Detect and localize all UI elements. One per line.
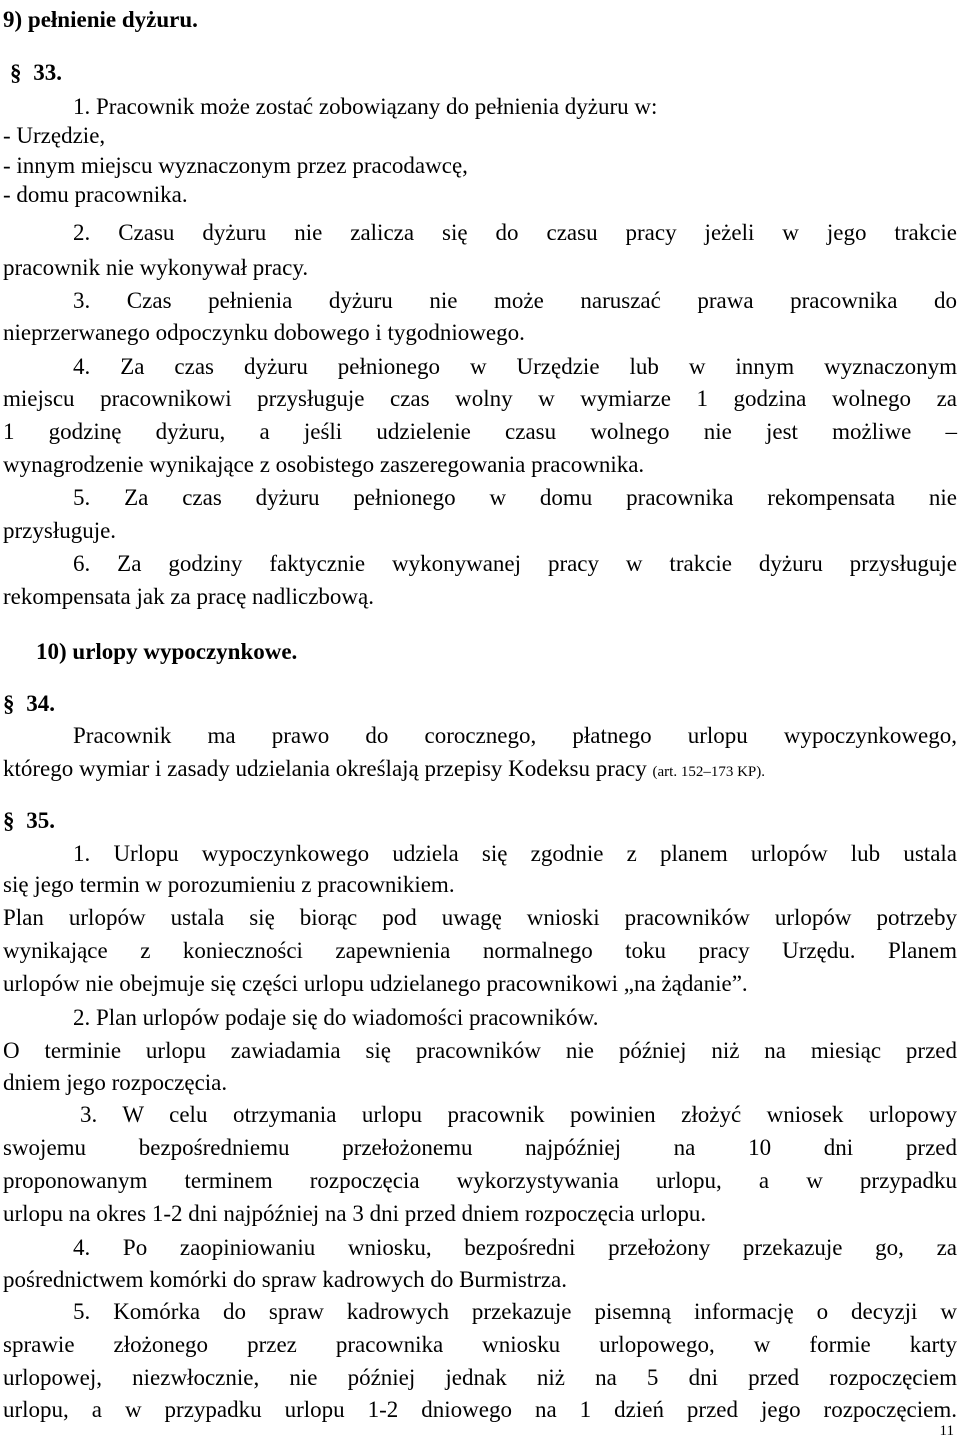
p33-point-5-line: 5. Za czas dyżuru pełnionego w domu pracownika rekompensata nie (73, 485, 957, 510)
section-9-heading: 9) pełnienie dyżuru. (3, 7, 198, 32)
p35-point-3-line: swojemu bezpośredniemu przełożonemu najpóźniej na 10 dni przed (3, 1135, 957, 1160)
p33-point-1: 1. Pracownik może zostać zobowiązany do pełnienia dyżuru w: (73, 94, 658, 119)
p33-point-2-line: pracownik nie wykonywał pracy. (3, 255, 309, 280)
p33-point-5-line: przysługuje. (3, 518, 117, 543)
p35-point-4-line: pośrednictwem komórki do spraw kadrowych do Burmistrza. (3, 1267, 568, 1292)
section-sign: § (3, 808, 15, 833)
paragraph-34-header (3, 688, 957, 720)
p35-point-5-line: urlopowej, niezwłocznie, nie później jednak niż na 5 dni przed rozpoczęciem (3, 1365, 957, 1390)
p33-point-6-line: rekompensata jak za pracę nadliczbową. (3, 584, 374, 609)
p35-point-5-line: 5. Komórka do spraw kadrowych przekazuje pisemną informację o decyzji w (73, 1299, 957, 1324)
paragraph-number: 35. (26, 808, 55, 833)
p33-point-4-line: miejscu pracownikowi przysługuje czas wolny w wymiarze 1 godzina wolnego za (3, 386, 957, 411)
p33-list-item: - innym miejscu wyznaczonym przez pracodawcę, (3, 153, 468, 178)
paragraph-number: 33. (33, 60, 62, 85)
p35-plan-line: Plan urlopów ustala się biorąc pod uwagę wnioski pracowników urlopów potrzeby (3, 905, 957, 930)
section-10-heading: 10) urlopy wypoczynkowe. (36, 639, 298, 664)
p35-term-line: dniem jego rozpoczęcia. (3, 1070, 228, 1095)
p33-point-3-line: nieprzerwanego odpoczynku dobowego i tygodniowego. (3, 320, 525, 345)
p33-list-item: - domu pracownika. (3, 182, 188, 207)
p34-line: Pracownik ma prawo do corocznego, płatnego urlopu wypoczynkowego, (73, 723, 957, 748)
p35-plan-line: wynikające z konieczności zapewnienia normalnego toku pracy Urzędu. Planem (3, 938, 957, 963)
p34-text: którego wymiar i zasady udzielania określają przepisy Kodeksu pracy (3, 756, 647, 781)
p35-point-3-line: proponowanym terminem rozpoczęcia wykorzystywania urlopu, a w przypadku (3, 1168, 957, 1193)
p33-point-4-line: 4. Za czas dyżuru pełnionego w Urzędzie lub w innym wyznaczonym (73, 354, 957, 379)
p35-point-1-line: się jego termin w porozumieniu z pracownikiem. (3, 872, 455, 897)
p35-point-2: 2. Plan urlopów podaje się do wiadomości pracowników. (73, 1005, 599, 1030)
paragraph-number: 34. (26, 691, 55, 716)
p35-point-3-line: urlopu na okres 1-2 dni najpóźniej na 3 dni przed dniem rozpoczęcia urlopu. (3, 1201, 707, 1226)
p35-point-1-line: 1. Urlopu wypoczynkowego udziela się zgodnie z planem urlopów lub ustala (73, 841, 957, 866)
p33-point-3-line: 3. Czas pełnienia dyżuru nie może naruszać prawa pracownika do (73, 288, 957, 313)
p35-point-5-line: urlopu, a w przypadku urlopu 1-2 dniowego na 1 dzień przed jego rozpoczęciem. (3, 1397, 957, 1422)
p35-point-4-line: 4. Po zaopiniowaniu wniosku, bezpośredni przełożony przekazuje go, za (73, 1235, 957, 1260)
p33-point-6-line: 6. Za godziny faktycznie wykonywanej pracy w trakcie dyżuru przysługuje (73, 551, 957, 576)
p35-point-3-line: 3. W celu otrzymania urlopu pracownik powinien złożyć wniosek urlopowy (80, 1102, 957, 1127)
p35-point-5-line: sprawie złożonego przez pracownika wniosku urlopowego, w formie karty (3, 1332, 957, 1357)
p33-point-4-line: wynagrodzenie wynikające z osobistego zaszeregowania pracownika. (3, 452, 645, 477)
section-sign: § (3, 691, 15, 716)
p33-list-item: - Urzędzie, (3, 123, 106, 148)
section-sign: § (10, 60, 22, 85)
paragraph-35-header (3, 805, 957, 837)
p34-legal-reference: (art. 152–173 KP). (652, 764, 766, 780)
p34-line (3, 753, 957, 788)
page-number: 11 (939, 1423, 954, 1439)
p35-plan-line: urlopów nie obejmuje się części urlopu udzielanego pracownikowi „na żądanie”. (3, 971, 748, 996)
p33-point-4-line: 1 godzinę dyżuru, a jeśli udzielenie czasu wolnego nie jest możliwe – (3, 419, 957, 444)
paragraph-33-header (10, 57, 960, 89)
p33-point-2-line: 2. Czasu dyżuru nie zalicza się do czasu pracy jeżeli w jego trakcie (73, 220, 957, 245)
p35-term-line: O terminie urlopu zawiadamia się pracowników nie później niż na miesiąc przed (3, 1038, 957, 1063)
